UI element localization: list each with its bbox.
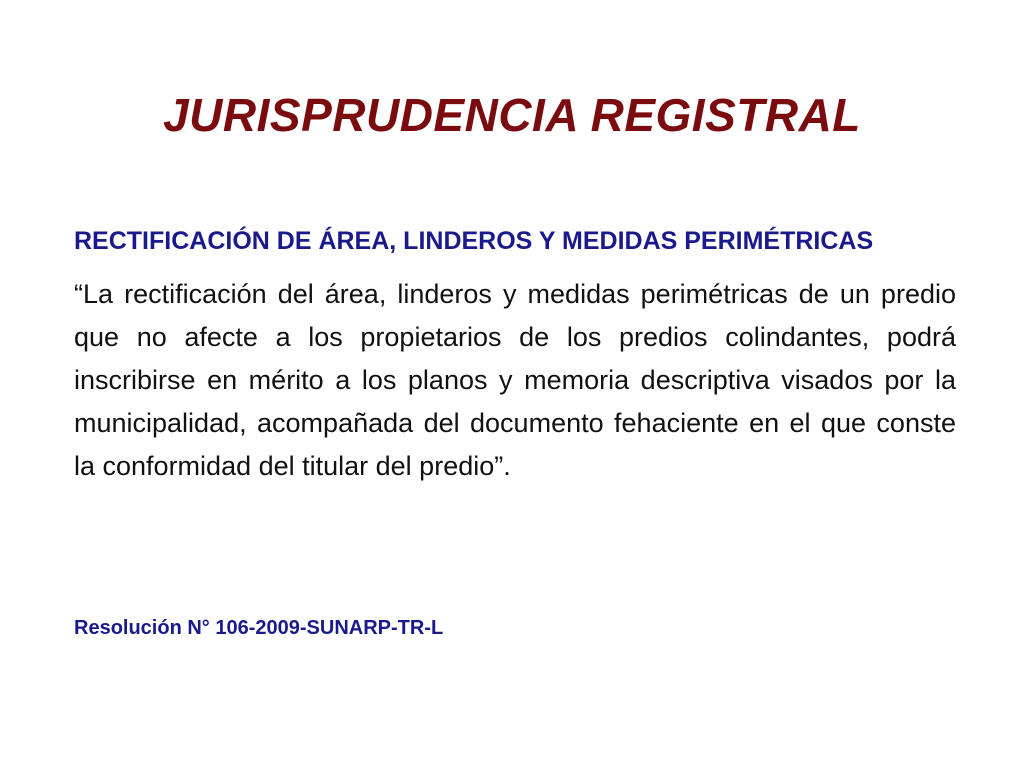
slide-content — [74, 220, 956, 488]
jurisprudence-quote: “La rectificación del área, linderos y medidas perimétricas de un predio que no afecte a los propietarios de los predios colindantes, podrá inscribirse en mérito a los planos y memoria descriptiva visados por la municipalidad, acompañada del documento fehaciente en el que conste la conformidad del titular del predio”. — [74, 279, 956, 481]
resolution-reference: Resolución N° 106-2009-SUNARP-TR-L — [74, 617, 444, 639]
slide-title: JURISPRUDENCIA REGISTRAL — [163, 89, 861, 141]
section-heading: RECTIFICACIÓN DE ÁREA, LINDEROS Y MEDIDAS PERIMÉTRICAS — [74, 227, 874, 255]
